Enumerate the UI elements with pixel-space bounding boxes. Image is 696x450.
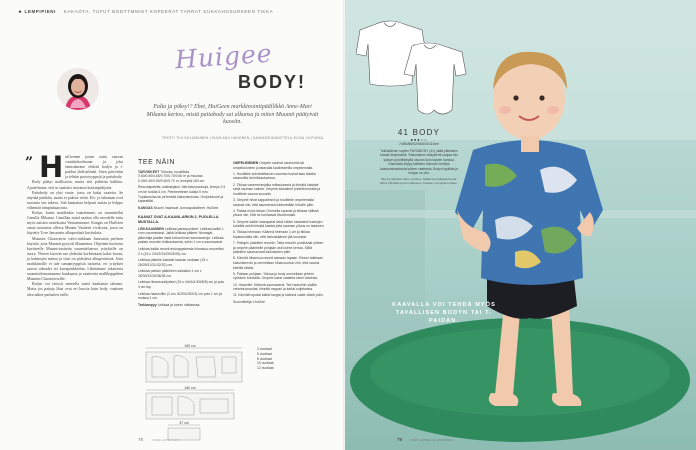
pattern-sizes: 74/80/86/92/98/104/110cm xyxy=(398,142,440,146)
sewing-step: 7. Paitojen pääntien resoriin: Taita resoriin puolikkaat yhteen ja ompele pääntielle pohjaan asti kolme kertaa. Silitä pääntien saumavarat kaulukseen päin. xyxy=(233,241,324,255)
sewing-step: 5. Ompele kaikki haarapalat sekä niiden kaistaleet haarojen kohdille sekä kiinnitä kaistat jotta sauman pituus on tasainen. xyxy=(233,219,325,229)
lede-paragraph: Palta ja pöksy!? Ebet, HuiGeen markkinointipäällikkö Anne-Mari Mikama kertoo, mistä paitabody sai alkunsa ja miten Muumit päätyivät kuosiin. xyxy=(146,104,319,125)
star-icon: ★ xyxy=(18,9,23,14)
legend-item: 5 vuotiaat xyxy=(257,351,272,356)
sewing-step: 1. Huolittele kohdistettavien sauman toukat taas takalla saumuiilla tai leikkauksessa. xyxy=(233,171,316,181)
sewing-step: 9. Paitaan pohjaan: Yläosa ja body ommellaan yhteen vyötärön kohdalta. Ompele kaksi vaatetta kiinni toisiinsa. xyxy=(233,271,318,281)
sewing-intro: Ompele saumat saumurilla tai ompelukoneen joustavalla kaulintareilla ompelemalla. xyxy=(233,161,314,170)
tip-label: Tarkkanpyy xyxy=(138,302,157,307)
body-paragraph: Body päätyi mallistoon, mutta sitä pidettiin kalliina. Ajattelimme, että se saattaisi tuovansa kotiompelijoita. xyxy=(27,180,123,190)
article-body-column xyxy=(27,150,123,298)
cutting-step: Leikkaa kaikki resorit etukappaleesta hihansuu-resoreiksi 2 x (15 x 20/22/23/25/25/26) cm. xyxy=(138,246,224,256)
sewing-step: 10. Haaroille: Käännä saumavarat. Tee haaroihin sisälle vahvistusnauhat, kiinnitä neppari ja kaikki suljekaista. xyxy=(233,282,317,292)
instructions-heading: TEE NÄIN xyxy=(138,159,176,166)
supplies-label: TARVIKKEET xyxy=(138,169,160,174)
pattern-info xyxy=(379,128,459,185)
sewing-step: 4. Paitaa myös takaa: Ommella saumat ja leikkaa välissä pituus niin, että ne kohtaavat kivuttomasti. xyxy=(233,208,319,218)
body-paragraph: Bodyn, kuten muidenkin vaatteemme, on suunnitellut Camilla Mikama. Camillan mind saattaa olla meodelle tuttu myös naisten vaatekoista Ventarinimme. Kangas on HuiGeen omaa tuotantoa ollessa Muumi Vaatteen t-trikoota, jossa on käytetty Tove Janssonin alkuperäisiä kuvituksia. xyxy=(27,211,123,236)
sewing-step: 11. Kiinnitä lopuksi kaikki langat ja käännä vaate oikein päin. xyxy=(233,293,324,298)
title-bold: BODY! xyxy=(238,72,306,92)
difficulty-rating: ●●●○○ xyxy=(410,137,428,142)
garment-sketch xyxy=(356,14,480,122)
body-paragraph: Bodyn voi tietysti ommella mistä kankaasta tahansa. Mutta jos paitaja lihat ovat eri kuosia kuin body, vaatteen idea näkee parhaiten esille. xyxy=(27,282,123,297)
sewing-step: 6. Tikkaa helmaan: Käännä helmaan 1 cm ja tikkaa tuplaneulalla niin, että helmakäänne jää suoraksi. xyxy=(233,230,310,239)
lead-paragraph: uiGeenne jotain outta vauvan vaatekokoelmaan ja joka tämistänome ehdotti bodyn ja t-paidan yhdistelmää. Siten päivettiin ja tehtiin prototyyppejä ja paitabody. xyxy=(65,155,123,180)
page-number: 79 xyxy=(397,437,403,442)
sewing-step: 8. Kiinnitä hihansuu resorit samaan tapaan. Resori taitetaan kaksinkerroin ja ommellaan hihansuuhun niin, että sauma kiertää siistisi. xyxy=(233,256,323,270)
instructions-column xyxy=(138,161,226,309)
supplies-text: Trikoota, kuosillista 0.60/0.60/0.65/0.70/0.70/0.80 m ja muullaa 0.40/0.40/0.50/0.60/0.70 m, leveyttä 160 cm. xyxy=(138,169,206,183)
sewing-heading: OMPELEMINEN xyxy=(233,161,259,165)
legend-item: 3 vuotiaat xyxy=(257,347,272,351)
article-credits: TEKSTI TIIU KOLUMAINEN | KUVA ANU HAHONEN | KAAVASSUUNNITTELU ELINA VILPUKKA xyxy=(162,136,324,140)
drop-cap: H xyxy=(39,150,64,184)
title-script: Huigee xyxy=(174,38,274,75)
cutting-step: Leikkaa pääntie-kaistale kaavan mukaan (15 x 28/28/31/31/32/32) cm. xyxy=(138,258,208,267)
dimension-label: 160 cm xyxy=(184,386,196,390)
cutting-layout-diagram xyxy=(138,343,258,443)
right-page-photo xyxy=(345,0,696,450)
pattern-credits: Muumi Vaarivät -tikko, HuiGee. Mallinnusmalleista Kuvat: Elina VIlpukka ja Anu Hahonen. Kaavat: Lempipieni tekee. xyxy=(380,177,458,186)
fabric-label: KANGAS xyxy=(138,205,153,210)
tip-text: Leikkaa ja tunnin olettaessa. xyxy=(157,302,201,307)
cutting-step: Leikkaa paidan pääntieen kaistaksi 1 cm x 28/30/32/34/36/38 cm. xyxy=(138,269,202,278)
dimension-label: 37 cm xyxy=(179,421,189,425)
left-page xyxy=(0,0,345,450)
sewing-column xyxy=(233,161,325,306)
legend-item: 10 vuotiaat xyxy=(257,361,274,366)
legend-item: 12 vuotiaat xyxy=(257,366,274,371)
legend-item: 8 vuotiaat xyxy=(257,356,272,361)
cutting-label: LEIKKAAMINEN xyxy=(138,226,164,231)
author-portrait xyxy=(57,68,99,110)
designer-credit: Suunnittelija: HuiGee xyxy=(233,299,265,304)
cutting-text: Leikkaa paranpuoliset: Leikkaa kaikki 1 cm:n saumavarat. Jaikki leikkaa päiteet: Nimaajat, jalkeinäja paidan sistä tuttua ilman saumavaroja. Leikkaa paidan resorien leikkauksesta, sekin 1 cm:n saumavarat. xyxy=(138,226,224,245)
cutting-step: Leikkaa haaroviilto (2 cm, 5/2/5/2/5/2/3) cm pois 1 cm ja muissa 1 cm. xyxy=(138,291,222,301)
body-paragraph: Muumin Characterin valvo-tarkkaan Janssonin perheen käyttöä, jotta Muumit pysyvät Muumeina. Ohjeinen kuvitetta kuvitteelle Muumi-tuotteita suunniteltaessa yrityksille on suora. Yhteen kuosiin saa yhdistää korkeintaan kaksi kuvaa, ja hahmojen mittaa ja värit on pidettävä alkuperäisinä. Jotta markkinoille ei tule samantyyppisiä tuotteita, eri yritykset saavat oikeudet eri kuvapankkeihin. Lähetämme jokaisesta suunnittelemastamme kankaasta ja vaatteesta mallikappaleen Muumin Characterseille. xyxy=(27,236,123,282)
size-legend xyxy=(257,347,274,371)
footer-note: SÄÄT LAPSELLE LEMPIPIENI xyxy=(411,438,453,442)
cutting-step: Leikkaa hihansuutäytteet (15 x 4/4/4/4.5/5/5/5) cm ja pois 3 cm lap. xyxy=(138,280,224,290)
section-tag: LEMPIPIENI xyxy=(24,9,57,14)
fabric-text: Muumi Vaaravat -tunnuspaksitteet, HuiGee. xyxy=(153,205,220,210)
sewing-step: 3. Ompele hihat kappaleisiin ja huolittele ompelemalla saumat niin, että saumavara käännetään hihoille päin. xyxy=(233,197,315,207)
supplies-extra: Resoriaipaleita, kaikiaejaksi: Vahvistusnauhoja, leveys 2.5 cm ke kokilla 6 cm. Pienimetrinen kaista 5 mm. Tuplaneulaa tai pehmeää kaksoisneulaa. Ompelukone ja kapeatikki. xyxy=(138,185,226,204)
running-head xyxy=(18,9,273,15)
photo-caption: KAAVALLA VOI TEHDÄ MYÖS TAVALLISEN BODYN TAI T-PAIDAN. xyxy=(392,302,496,324)
pattern-code: 41 BODY xyxy=(397,128,441,137)
body-paragraph: Paitabody on yksi vuaie, jossa on kaksi vaatetta. Se näyttää paidalta, mutta ei pakota vetää. Ets- ja takanaan ovat nuoruita sen tukeva. Sitä kannattaa helposti auttaa ja helppo vähentää rämpinhaaroista. xyxy=(27,190,123,210)
sewing-step: 2. Tikkaa vasemmanjalka mittauksesta ja kiinnitä kaistale sekä sauman valinta. Ompele kaistaleet yhdellä kertalla ja huolittele sauma suoralla. xyxy=(233,182,321,196)
pattern-description: Tokioikäinen sopien PAITABODY (41) pitää pikkuisen kivasti lämpimänä. Yksiosainen bodytermi suojaa niin syksyn pyörähtelyltä vauvan kuin lapsen kanssa. Kaaviosta löytyy kaikkien kokonen kehitys kaavavariaatioista tulleen vaattesta. Bodyn tyylikäs ja helppo se piiri. xyxy=(380,149,458,176)
dimension-label: 150 cm xyxy=(184,344,196,348)
pattern-subheading: KAAVAT OVAT A-KAAVA-ARKIN 2, PUOLELLA MUSTALLA. xyxy=(138,215,219,224)
quote-mark-icon: ” xyxy=(25,155,34,171)
page-number: 78 xyxy=(138,437,144,442)
footer-note: ONNE LAPSI TOYS xyxy=(152,438,179,442)
running-head-topics: KAKAOTA. TUFUT BODYTMMIST KOPEERAT TARRAT SUKKAHOSURKEEN TIKKA xyxy=(63,9,274,14)
